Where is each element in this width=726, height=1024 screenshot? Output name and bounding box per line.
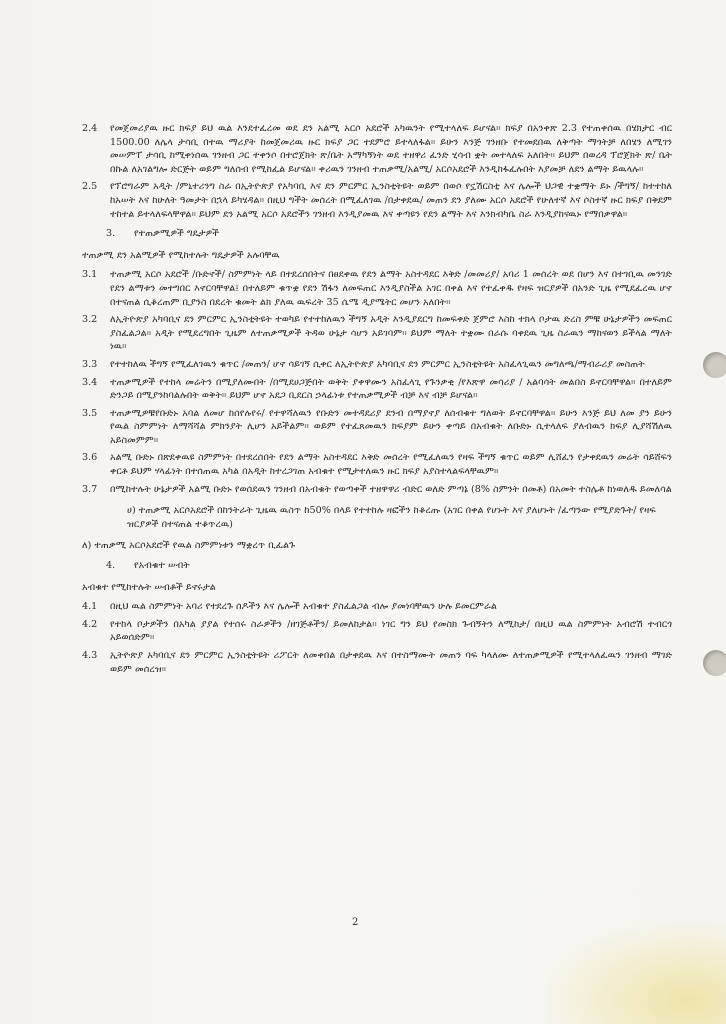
clause-number: 4.2 [82, 618, 98, 630]
clause-number: 4.3 [82, 650, 98, 661]
section-3-heading [82, 227, 672, 241]
section-title: የአብቁተ ሠብት [134, 560, 190, 572]
clause-2-4 [82, 122, 672, 176]
clause-text: የፕሮግራም አዲት /ምኒተሪንግ ስራ በኢትዮጵያ የአካባቢ እና ደን ምርምር ኢንስቲትዩት ወይም በወሶ የኗሽርስቲ እና ሌሎች ህጋዊ ተቋማት ይኑ /ችግኝ/ ከተተከለ ከአሠት እና ከሁለት ዓመታት በኋላ ይካሄዳል። በዚህ ግችት መሰረት በሚፈለገዉ /በታቀደዉ/ መጠን ደን ያለሙ አርሶ አደሮች የሁለተኛ እና ሶስተኛ ዙር ክፍያ በቅደም ተከተል ይተላለፍላቸዋል። ይህም ደን አልሚ አርሶ አደሮችን ገንዘብ እንዲያመዉ እና ቀጣዩን የደን ልማት እና እንክብካቤ ስራ እንዲያከናዉኑ የማበቃዋል። [110, 181, 672, 220]
clause-number: 3.3 [82, 358, 98, 370]
clause-a: ሀ) ተጠቃሚ አርሶአደሮች በከንትራት ጊዜዉ ዉስጥ ከ50% በላይ የተተከሉ ዛፎችን ከቆረጡ (አገር በቀል የሆኑት እና ያለሆኑት /ፈጣንው የሚያድጉት/ የዛፍ ዝርያዎች በተናጠል ተቆጥረዉ) [127, 505, 656, 530]
punch-hole-bottom [703, 650, 726, 676]
clause-4-2 [82, 618, 672, 645]
page-number: 2 [352, 917, 359, 928]
clause-text: ተጠቃሚ አርሶ አደሮች /ቡድኖች/ ስምምነት ላይ በተደረሰበትና በፀደቀዉ የደን ልማት አስተዳደር እቅድ /መመሪያ/ አባሪ 1 መሰረት ወደ በሆን እና በተገቢዉ መንገድ የደን ልማቱን መተግበር እኖርባቸዋል፤ በተለይም ቁጥቋ የደን ሽፋን ለመፍጠር እንዲያስችል አገር በቀል እና የተፈቀዱ የዛፍ ዝርያዎች በአንድ ጊዜ የሚደፈረዉ ሆኖ በተናጠል ሲቆረጠም ቢያንስ በደረት ቁመት ልክ ያለዉ ዉፍረት 35 ሴሜ ዲያሜትር መሆን አለበት። [110, 269, 672, 308]
clause-b: ለ) ተጠቃሚ አርሶአደሮች የዉል ስምምነቱን ማቋረጥ ቢፈልጉ [82, 540, 296, 552]
clause-3-7 [82, 483, 672, 497]
clause-text: ተጠቃሚዎች የተከላ መሬትን በሚያለሙበት /በሚደሀጋጅበት ወቅት ያቀዋሙን አስፈላጊ የጉንቃቂ /የእጽዋ መሳሪያ / አልባሳት መልበስ ይኖርባቸዋል። በተለይም ድንጋይ በሚያንከባልሉበት ወቅት። ይህም ሆኖ አደጋ ቢደርስ ኃላፊነቱ የተጠቃሚዎች ብቻ እና ብቻ ይሆናል። [110, 376, 672, 402]
punch-hole-top [703, 352, 726, 378]
clause-text: አልሚ ቡድኑ በጽደቀዉዩ ስምምነት በተደረሰበት የደን ልማት አስተዳደር እቅድ መሰረት የሚፈለዉን የዛፍ ችግኝ ቁጥር ወይም ሊሸፈን የታቀደዉን መሬት ሳይሸፍን ቀርቶ ይህም ሃላፊነት በተሰጠዉ አካል በአዲት ከተረጋገጠ አብቁተ የሚታተለዉን ዙር ክፍያ አያስተላልፍላቸዉም። [110, 452, 672, 478]
clause-2-5 [82, 180, 672, 221]
clause-number: 2.5 [82, 181, 98, 193]
clause-number: 3.2 [82, 314, 98, 326]
clause-text: በዚህ ዉል ስምምነት አባሪ የተደረጉ ሰዶችን እና ሌሎች አብቁተ ያስፈልጋል ብሎ ያመነባቸዉን ሁሉ ይመርምራል [110, 601, 497, 613]
clause-4-1 [82, 600, 672, 614]
clause-text: የተከላ ቦታዎችን በአካል ያያል የተሰሩ ስራዎችን /ዘገጅቶችን/ ይመለከታል። ነገር ግን ይህ የመስክ ጉብኝትን ለሚከታ/ በዚህ ዉል ስምምነት አብሮሽ ተብርጎ አይወሰድም። [110, 618, 672, 644]
section-4-heading [82, 559, 672, 573]
section-number: 4. [106, 560, 116, 572]
clause-text: ተጠቃሚዎቹየቡድኑ አባል ለመሆ ከሰየሉየሩ/ የተዋሻለዉን የቡድን መተዳደሪያ ደንብ በማያኖያ ለሰብቁተ ግለወት ይኖርባቸዋል። ይሁን እንጅ ይህ ለመ ያን ይሁን የዉል ስምምነት ለማሻሻል ምክንያት ሊሆን አይችልም። ወይም የተፈጸመዉን ክፍያም ይሁን ቀጣይ በአብቁት ለቡድኑ ሲተላለፍ ያለብዉን ክፍያ ሊያሻሽለዉ አይስመምም። [110, 407, 672, 446]
clause-number: 3.5 [82, 407, 98, 419]
clause-number: 3.7 [82, 483, 98, 495]
clause-text: ኢትዮጵያ አካባቢና ደን ምርምር ኢንስቲትዩት ሪፖርት ለመቀበል በታቀደዉ እና በተስማሙት መጠን ባፍ ካላለሙ ለተጠቃሚዎች የሚተላለፈዉን ገንዘብ ማገድ ወይም መሰረዝ። [110, 650, 672, 675]
clause-4-3 [82, 649, 672, 676]
clause-text: ለኢትዮጵያ አካባቢና ደን ምርምር ኢንስቲትዩት ተወካይ የተተከለዉን ችግኝ አዲት እንዲያደርግ ከመፍቀድ ጀምሮ እስከ ተክላ ቦታዉ ድረስ ምቹ ሁኔታዎችን መፍጠር ያስፈልጋል። አዲት የሚደረግበት ጊዜም ለተጠቃሚዎች ትዳወ ሁኔታ ሳሆን አይገባም። ይህም ማለት ተቋሙ በራሱ ባቀደዉ ጊዜ ስራዉን ማከናወን ይችላል ማለት ነዉ። [110, 314, 672, 353]
clause-number: 3.4 [82, 376, 98, 388]
section-title: የተጠቃሚዎች ግዴታዎች [134, 228, 220, 240]
section-3-intro: ተጠቃሚ ደን አልሚዎች የሚከተሉት ግዴታዎች አሉባቸዉ [82, 249, 280, 261]
clause-text: በሚከተሉት ሁኔታዎች አልሚ ቡድኑ የወሰደዉን ገንዘብ በአብቁት የወጣቀች ተዘዋዋሪ ብድር ወለድ ምጣኔ (8% ስምንት በመቶ) በአመት ተስሌቶ ከነወለዱ ይመለሳል [110, 483, 672, 495]
clause-text: የተተከለዉ ችግኝ የሚፈለገዉን ቁጥር /መጠን/ ሆኖ ሳይገኝ ሲቀር ለኢትዮጵያ አካባቢና ደን ምርምር ኢንስቲትዩት አስፈላጊዉን መግለጫ/ማብራሪያ መስጠት [110, 358, 645, 370]
clause-text: የመጀመሪያዉ ዙር ክፍያ ይህ ዉል እንደተፈረመ ወደ ደን አልሚ አርሶ አደሮች አካዉንት የሚተላለፍ ይሆናል። ክፍያ በአንቀጽ 2.3 የተጠቀሰዉ በሄክታር ብር 1500.00 ለሌላ ታሳቢ በተዉ ማሪያት ከመጀመሪዉ ዙር ክፍያ ጋር ተደምሮ ይተላለፋል። ይሁን እንጅ ገንዘቡ የተመደበዉ ለቅጣት ማጎትቻ ለበሄን ለሚገን መሠምፐ ታሳቢ ከሚቀነሰዉ ገንዘብ ጋር ተቀንሶ በተሮጀክት ጽ/ቤት አማካኝነት ወደ ተዘዋሪ ፈንድ ሂሳብ ቋት መተላለፍ አለበት። ይህም በወረዳ ፕሮጀክት ጽ/ ቤት በኩል ለአገልግሎ ድርጅት ወይም ግለሰብ የሚከፈል ይሆናል። ቀሪዉን ገንዘብ ተጠቃሚ/አልሚ/ አርሶአደሮች እንዲከፋፈሉበት እያመቻ ለደን ልማት ይዉላሉ። [110, 123, 672, 175]
clause-number: 4.1 [82, 601, 98, 613]
clause-3-2 [82, 313, 672, 354]
clause-3-5 [82, 407, 672, 448]
clause-3-1 [82, 268, 672, 309]
clause-3-4 [82, 376, 672, 403]
clause-number: 3.1 [82, 269, 98, 281]
clause-3-6 [82, 451, 672, 478]
clause-number: 3.6 [82, 452, 98, 464]
section-number: 3. [106, 228, 116, 240]
document-body [82, 122, 672, 680]
page-stain [546, 924, 726, 1024]
section-4-intro: አብቁተ የሚከተሉት ሠብቶች ይኖሩታል [82, 581, 216, 593]
clause-3-3 [82, 358, 672, 372]
clause-number: 2.4 [82, 123, 98, 134]
